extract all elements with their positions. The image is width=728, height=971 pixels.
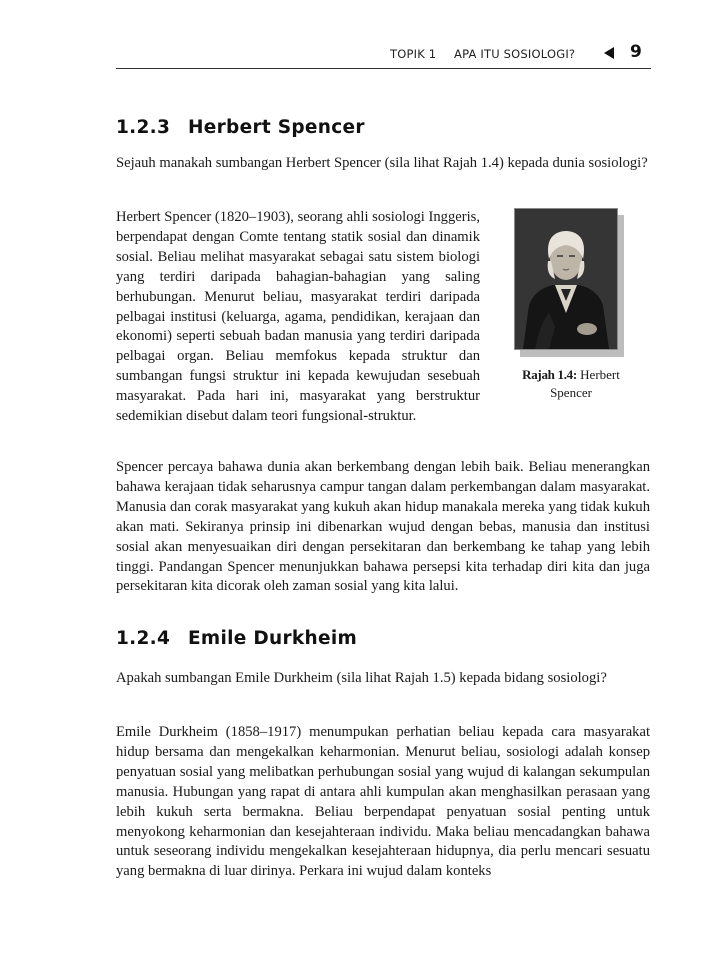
section-title: Herbert Spencer (188, 117, 365, 138)
spencer-paragraph-2: Spencer percaya bahawa dunia akan berkembang dengan lebih baik. Beliau menerangkan bahawa kerajaan tidak seharusnya campur tangan dalam perkembangan dalam masyarakat. Manusia dan corak masyarakat yang kukuh akan hidup manakala mereka yang tidak kukuh akan mati. Sekiranya prinsip ini dibenarkan wujud dengan bebas, manusia dan institusi sosial akan menyesuaikan diri dengan persekitaran dan berkembang ke tahap yang lebih tinggi. Pandangan Spencer menunjukkan bahawa persepsi kita terhadap diri kita dan juga persekitaran kita dicorak oleh zaman sosial yang kita lalui. (116, 459, 650, 595)
durkheim-question: Apakah sumbangan Emile Durkheim (sila lihat Rajah 1.5) kepada bidang sosiologi? (116, 670, 607, 686)
header-chapter-title: APA ITU SOSIOLOGI? (454, 47, 576, 61)
triangle-left-icon (604, 47, 614, 59)
portrait-image (515, 209, 617, 349)
header-topic: TOPIK 1 (390, 47, 437, 61)
running-header (116, 40, 651, 69)
durkheim-paragraph-1: Emile Durkheim (1858–1917) menumpukan perhatian beliau kepada cara masyarakat hidup bersama dan mengekalkan keharmonian. Menurut beliau, sosiologi adalah konsep penyatuan sosial yang melibatkan perhubungan sosial yang wujud di kalangan sekumpulan manusia. Hubungan yang rapat di antara ahli kumpulan akan menghasilkan perasaan yang lebih kukuh serta bermakna. Beliau berpendapat penyatuan sosial penting untuk menyokong keharmonian dan kesejahteraan individu. Maka beliau mencadangkan bahawa untuk seseorang individu mengekalkan kesejahteraan hidupnya, dia perlu mencari sesuatu yang bermakna di luar dirinya. Perkara ini wujud dalam konteks (116, 724, 650, 880)
figure-label: Rajah 1.4: (522, 367, 577, 382)
page-number: 9 (630, 42, 642, 62)
section-heading-durkheim (116, 628, 357, 649)
section-number: 1.2.3 (116, 117, 171, 138)
spencer-question: Sejauh manakah sumbangan Herbert Spencer (sila lihat Rajah 1.4) kepada dunia sosiologi? (116, 155, 648, 171)
figure-caption-text: Herbert Spencer (550, 367, 620, 400)
section-title: Emile Durkheim (188, 628, 358, 649)
figure-caption (500, 366, 642, 402)
section-number: 1.2.4 (116, 628, 171, 649)
section-heading-spencer (116, 117, 365, 138)
portrait-herbert-spencer (514, 208, 618, 350)
spencer-paragraph-1: Herbert Spencer (1820–1903), seorang ahli sosiologi Inggeris, berpendapat dengan Comte tentang statik sosial dan dinamik sosial. Beliau melihat masyarakat sebagai satu sistem biologi yang terdiri daripada bahagian-bahagian yang saling berhubungan. Menurut beliau, masyarakat terdiri daripada pelbagai institusi (keluarga, agama, pendidikan, kerajaan dan ekonomi) seperti sebuah badan manusia yang terdiri daripada pelbagai organ. Beliau memfokus kepada struktur dan sumbangan fungsi struktur ini kepada kewujudan sesebuah masyarakat. Pada hari ini, masyarakat yang berstruktur sedemikian disebut dalam teori fungsional-struktur. (116, 209, 480, 425)
